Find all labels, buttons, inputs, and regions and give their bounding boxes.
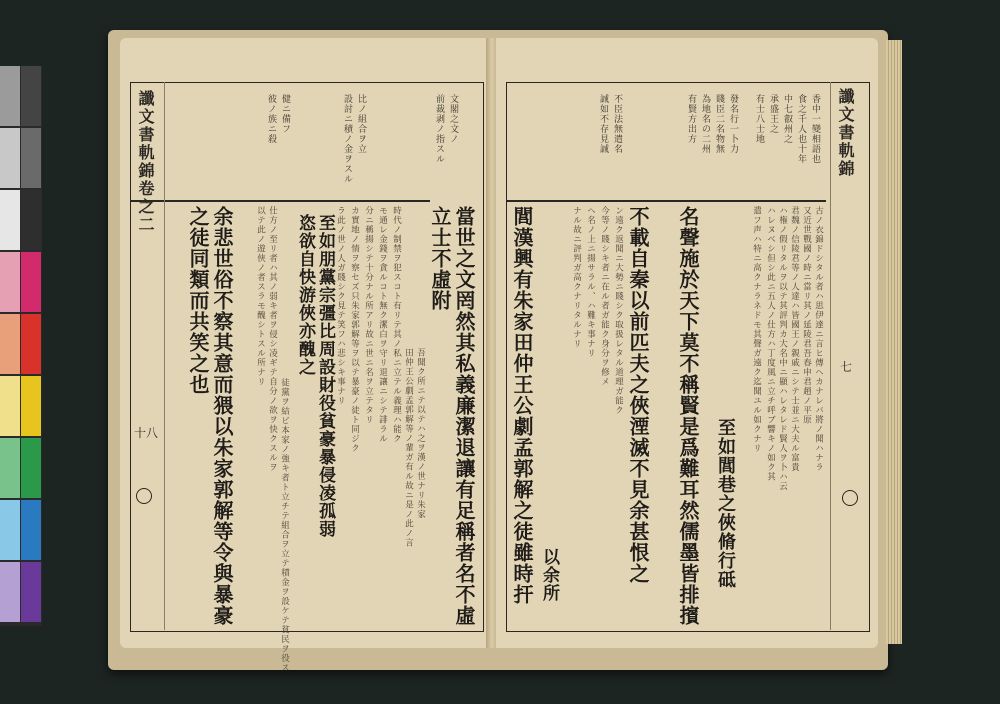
right-annotation: 中七叡州之	[782, 94, 792, 144]
color-chip	[21, 252, 41, 312]
right-annotation: 誠如不存見誠	[598, 94, 608, 154]
color-chip	[0, 500, 20, 560]
right-annotation: 不臣法無遣名	[612, 94, 622, 154]
left-annotation: 彼ノ族ニ殺	[266, 94, 276, 144]
main-text-column: 不載自秦以前匹夫之俠湮滅不見余甚恨之	[626, 206, 650, 584]
commentary-column: 以テ此ノ遊俠ノ者スラモ醜シトスル所ナリ	[255, 206, 266, 387]
right-annotation: 承盛王之	[768, 94, 778, 134]
right-margin-line	[830, 82, 831, 630]
color-chip	[21, 66, 41, 126]
right-annotation: 有士八士地	[754, 94, 764, 144]
main-text-column: 至如閭巷之俠脩行砥	[715, 418, 736, 589]
commentary-column: 又近世戰國ノ時ニ當リ其ノ延陵君吾春申君趙ノ平原	[801, 206, 812, 425]
right-page	[496, 38, 878, 648]
left-folio: 十八	[134, 426, 159, 440]
color-chip	[21, 500, 41, 560]
left-page-mark	[136, 488, 152, 504]
color-chip	[21, 438, 41, 498]
main-text-column: 以余所	[539, 548, 559, 602]
commentary-column: 分ニ稱揚シテ十分ナル所アリ故ニ世ニ名ヲ立テタリ	[363, 206, 374, 425]
left-header-rule	[130, 200, 430, 202]
right-annotation: 有賢方出方	[686, 94, 696, 144]
color-chip	[0, 128, 20, 188]
commentary-column: 君魏ノ信陵君等ノ人達ハ皆國王ノ親戚ニシテ士並ニ大夫ル富貴	[789, 206, 800, 472]
commentary-column: ハ権ノ假リタルヲ以テ其評判カ大名中ニ顯ハレタレド賢人ヲ卜ハ云	[777, 206, 788, 491]
main-text-column: 至如朋黨宗彊比周設財役貧豪暴侵凌孤弱	[315, 214, 335, 538]
color-chip	[21, 376, 41, 436]
commentary-column: カ實地ノ情ヲ察セズ只朱家郭解等ヲ以テ暴豪ノ徒ト同ジク	[349, 206, 360, 453]
commentary-column: ヘ名ノ上ニ揚サラル、ハ難キ事ナリ	[585, 206, 596, 358]
left-annotation: 設討ニ積ノ金ヲスル	[342, 94, 352, 184]
color-chip	[21, 190, 41, 250]
color-chip	[0, 190, 20, 250]
commentary-column: 遣フ声ハ特ニ高クナラネドモ其聲ガ遠ク迄聞ユル如クナリ	[751, 206, 762, 453]
commentary-column: ン遠ク返聞ニ大勢ニ賤シク取扱レタル道理ガ能ク	[613, 206, 624, 415]
main-text-column: 恣欲自快游俠亦醜之	[295, 214, 315, 376]
color-chip	[21, 314, 41, 374]
color-chip	[0, 252, 20, 312]
color-chip	[0, 314, 20, 374]
right-annotation: 賤臣二名物無	[714, 94, 724, 154]
main-text-column: 閭漢興有朱家田仲王公劇孟郭解之徒雖時扞	[510, 206, 534, 605]
color-chip	[0, 376, 20, 436]
commentary-column: 仕方ノ至リ者ハ其ノ弱キ者ヲ侵シ凌ギテ自分ノ欲ヲ快クスルヲ	[267, 206, 278, 472]
color-chip	[0, 562, 20, 622]
color-chip	[21, 128, 41, 188]
left-page	[120, 38, 492, 673]
commentary-column: 古ノ衣錦ドシタル者ハ思伊達ニ言ヒ傳ヘカナレバ將ノ聞ハナラ	[813, 206, 824, 472]
main-text-column: 名聲施於天下莫不稱賢是爲難耳然儒墨皆排擯	[676, 206, 700, 626]
left-annotation: 前裁剥ノ指スル	[434, 94, 444, 164]
right-page-mark	[842, 490, 858, 506]
main-text-column: 余悲世俗不察其意而猥以朱家郭解等令與暴豪	[210, 206, 234, 626]
commentary-column: ラ此ノ世ノ人ガ賤シク見テ笑フハ悲シキ事ナリ	[335, 206, 346, 406]
open-book	[108, 30, 888, 673]
commentary-column: 時代ノ制禁ヲ犯スコト有リテ其ノ私ニ立テル義理ハ能ク	[391, 206, 402, 444]
right-header-rule	[506, 200, 826, 202]
color-chip	[0, 438, 20, 498]
color-chip	[21, 562, 41, 622]
commentary-column: 田仲王公劇孟郭解等ノ輩ガ有ル故ニ是ノ此ノ言	[403, 348, 414, 548]
left-annotation: 文閣之文ノ	[448, 94, 458, 144]
main-text-column: 立士不虛附	[428, 206, 452, 311]
page-edges	[886, 40, 902, 644]
left-annotation: 健ニ備フ	[280, 94, 290, 134]
right-annotation: 發名行一卜力	[728, 94, 738, 154]
right-annotation: 香中一變相語也	[810, 94, 820, 164]
main-text-column: 之徒同類而共笑之也	[186, 206, 210, 395]
commentary-column: ナル故ニ評判ガ高クナリタルナリ	[571, 206, 582, 349]
color-checker	[0, 66, 42, 626]
commentary-column: ハレヌベシ但シ此ニ五人ノ仕方ハ丁度風ニ立チ呼ブ響キノ如ク其	[765, 206, 776, 482]
right-annotation: 食之千人也十年	[796, 94, 806, 164]
right-page-title: 讖文書軌錦	[836, 88, 855, 178]
color-chip	[0, 66, 20, 126]
commentary-column: 吾聞ク所ニテ以テハ之ヲ漢ノ世ナリ朱家	[415, 348, 426, 519]
right-folio: 七	[840, 360, 853, 374]
commentary-column: 今等ノ賤シキ者ニ在ル者ガ能ク身分ヲ修メ	[599, 206, 610, 387]
commentary-column: モ通レ金錢ヲ貪ルコト無ク潔白ヲ守リ退讓ニシテ誹ラル	[377, 206, 388, 444]
commentary-column: 徒黨ヲ結ビ本家ノ強キ者ト立チテ組合ヲ立テ積金ヲ設ケテ貧民ヲ役ス	[279, 378, 290, 673]
left-margin-line	[164, 82, 165, 630]
left-annotation: 比ノ組合ヲ立	[356, 94, 366, 154]
right-annotation: 為地名の二州	[700, 94, 710, 154]
main-text-column: 當世之文罔然其私義廉潔退讓有足稱者名不虛	[452, 206, 476, 626]
left-page-title: 讖文書軌錦卷之二	[136, 90, 155, 234]
